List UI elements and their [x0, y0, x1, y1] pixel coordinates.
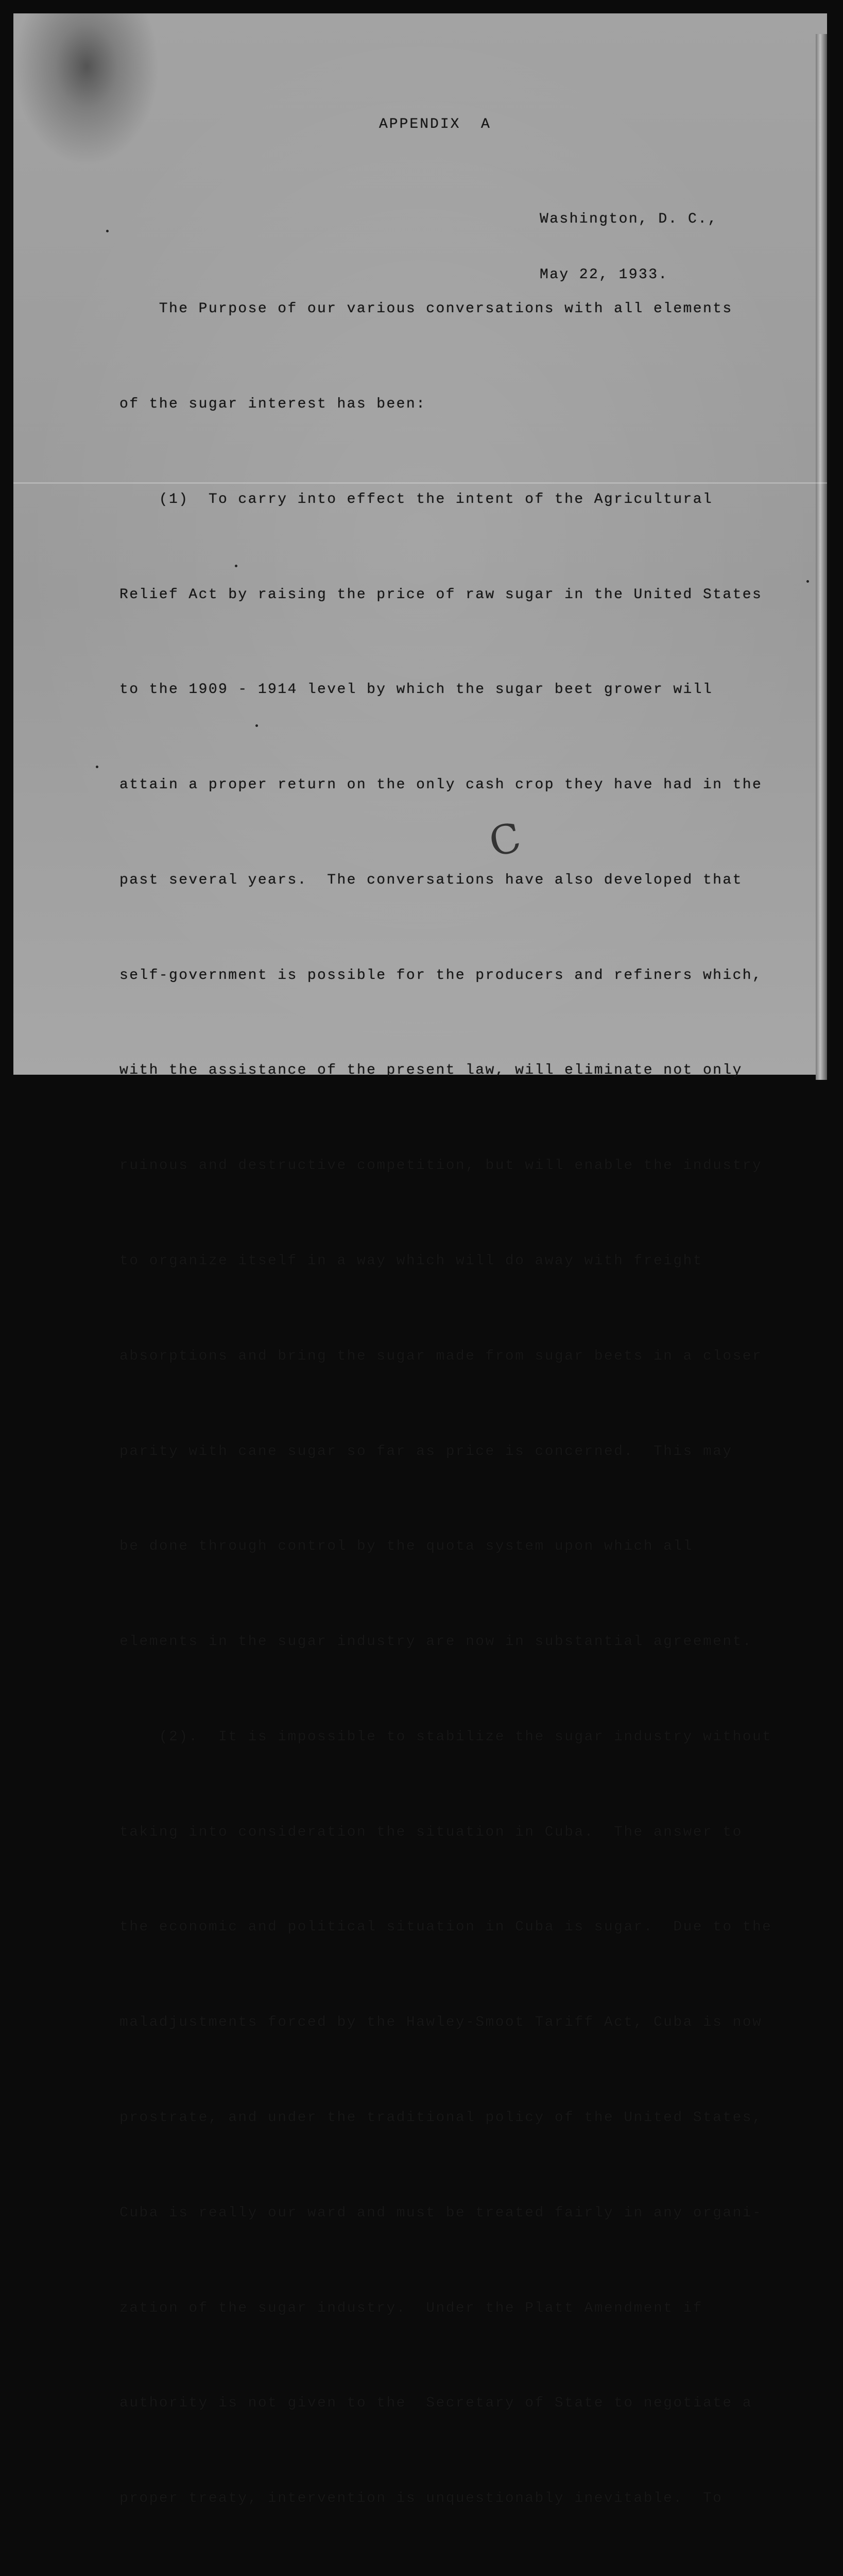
- body-line: absorptions and bring the sugar made from sugar beets in a closer: [119, 1348, 763, 1364]
- body-line: (1) To carry into effect the intent of the Agricultural: [119, 491, 713, 507]
- body-line: proper treaty, intervention is unquestionably inevitable. To: [119, 2490, 723, 2507]
- body-line: past several years. The conversations have also developed that: [119, 872, 743, 888]
- date-line-place: Washington, D. C.,: [540, 211, 718, 227]
- ink-speck: [806, 580, 809, 583]
- ink-speck: [106, 230, 109, 232]
- document-heading: APPENDIX A: [379, 116, 491, 132]
- body-line: Cuba is really our ward and must be treated fairly in any organi-: [119, 2205, 763, 2221]
- document-page: [13, 13, 827, 2507]
- body-line: to organize itself in a way which will do away with freight: [119, 1253, 703, 1269]
- body-line: The Purpose of our various conversations with all elements: [119, 301, 733, 317]
- body-line: to the 1909 - 1914 level by which the sugar beet grower will: [119, 682, 713, 698]
- body-line: taking into consideration the situation in Cuba. The answer to: [119, 1824, 743, 1840]
- ink-speck: [255, 724, 258, 727]
- body-line: (2). It is impossible to stabilize the sugar industry without: [119, 1728, 772, 1745]
- body-line: be done through control by the quota system upon which all: [119, 1538, 693, 1555]
- date-line-date: May 22, 1933.: [540, 267, 668, 283]
- body-line: ruinous and destructive competition, but will enable the industry: [119, 1158, 763, 1174]
- body-line: of the sugar interest has been:: [119, 396, 426, 412]
- body-line: maladjustments forced by the Hawley-Smoot Tariff Act, Cuba is now: [119, 2014, 763, 2031]
- page-edge: [816, 34, 827, 1080]
- body-line: zation of the sugar industry. Under the Platt Amendment if: [119, 2300, 703, 2316]
- handwritten-mark: C: [485, 814, 525, 867]
- body-line: self-government is possible for the producers and refiners which,: [119, 967, 763, 984]
- ink-speck: [96, 766, 98, 768]
- body-line: authority is not given to the Secretary of State to negotiate a: [119, 2395, 752, 2412]
- body-line: elements in the sugar industry are now in substantial agreement.: [119, 1634, 752, 1650]
- body-line: parity with cane sugar so far as price is concerned. This may: [119, 1443, 733, 1460]
- body-line: with the assistance of the present law, will eliminate not only: [119, 1062, 743, 1079]
- body-line: the economic and political situation in Cuba is sugar. Due to the: [119, 1919, 772, 1936]
- body-line: attain a proper return on the only cash crop they have had in the: [119, 777, 763, 793]
- ink-speck: [235, 565, 237, 567]
- body-line: prostrate, and under the traditional policy of the United States,: [119, 2110, 763, 2126]
- body-line: Relief Act by raising the price of raw sugar in the United States: [119, 586, 763, 603]
- document-body: [119, 230, 772, 2576]
